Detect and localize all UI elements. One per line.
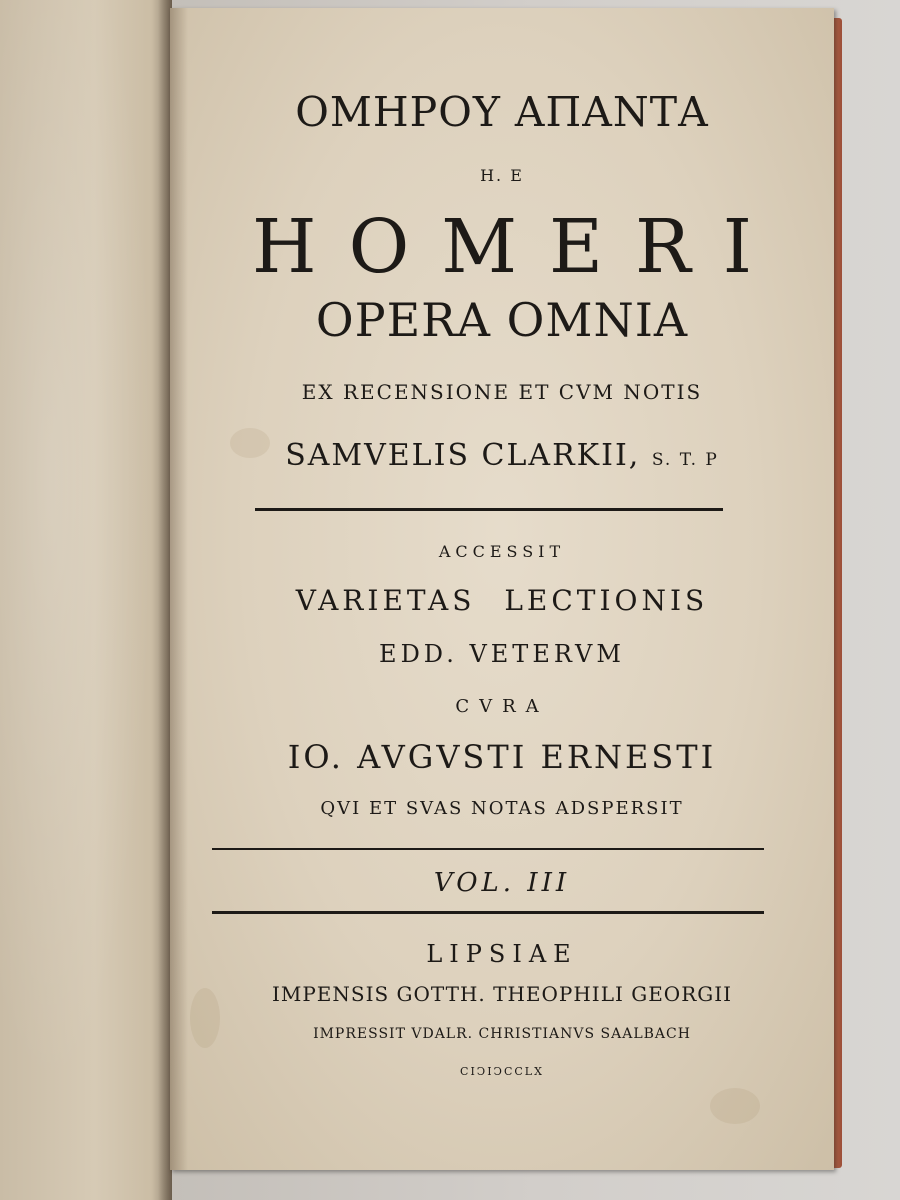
cura-line: CVRA — [455, 696, 549, 717]
title-page — [170, 8, 834, 1170]
date-line: CIↃIↃCCLX — [460, 1065, 544, 1078]
ernesti-line: IO. AVGVSTI ERNESTI — [287, 738, 717, 776]
divider-rule — [255, 508, 723, 511]
editor-line — [170, 438, 834, 473]
printer-line: IMPRESSIT VDALR. CHRISTIANVS SAALBACH — [313, 1026, 691, 1042]
main-title: HOMERI — [252, 204, 784, 290]
accessit-line: ACCESSIT — [438, 542, 566, 561]
editor-name: SAMVELIS CLARKII, — [285, 438, 641, 473]
divider-rule — [212, 848, 764, 850]
left-endpaper — [0, 0, 172, 1200]
edd-line: EDD. VETERVM — [379, 640, 625, 668]
varietas-line: VARIETAS LECTIONIS — [295, 584, 709, 617]
publisher-line: IMPENSIS GOTTH. THEOPHILI GEORGII — [271, 982, 733, 1006]
place-line: LIPSIAE — [426, 940, 578, 968]
divider-rule — [212, 911, 764, 914]
greek-title: ΟΜΗΡΟΥ ΑΠΑΝΤΑ — [295, 88, 709, 136]
subtitle: OPERA OMNIA — [315, 293, 689, 347]
qui-line: QVI ET SVAS NOTAS ADSPERSIT — [320, 798, 684, 819]
foxing-spot — [710, 1088, 760, 1124]
volume-label: VOL. III — [433, 868, 571, 898]
he-line: H. E — [480, 166, 524, 185]
recension-line: EX RECENSIONE ET CVM NOTIS — [301, 380, 703, 404]
editor-degree: S. T. P — [651, 450, 719, 470]
